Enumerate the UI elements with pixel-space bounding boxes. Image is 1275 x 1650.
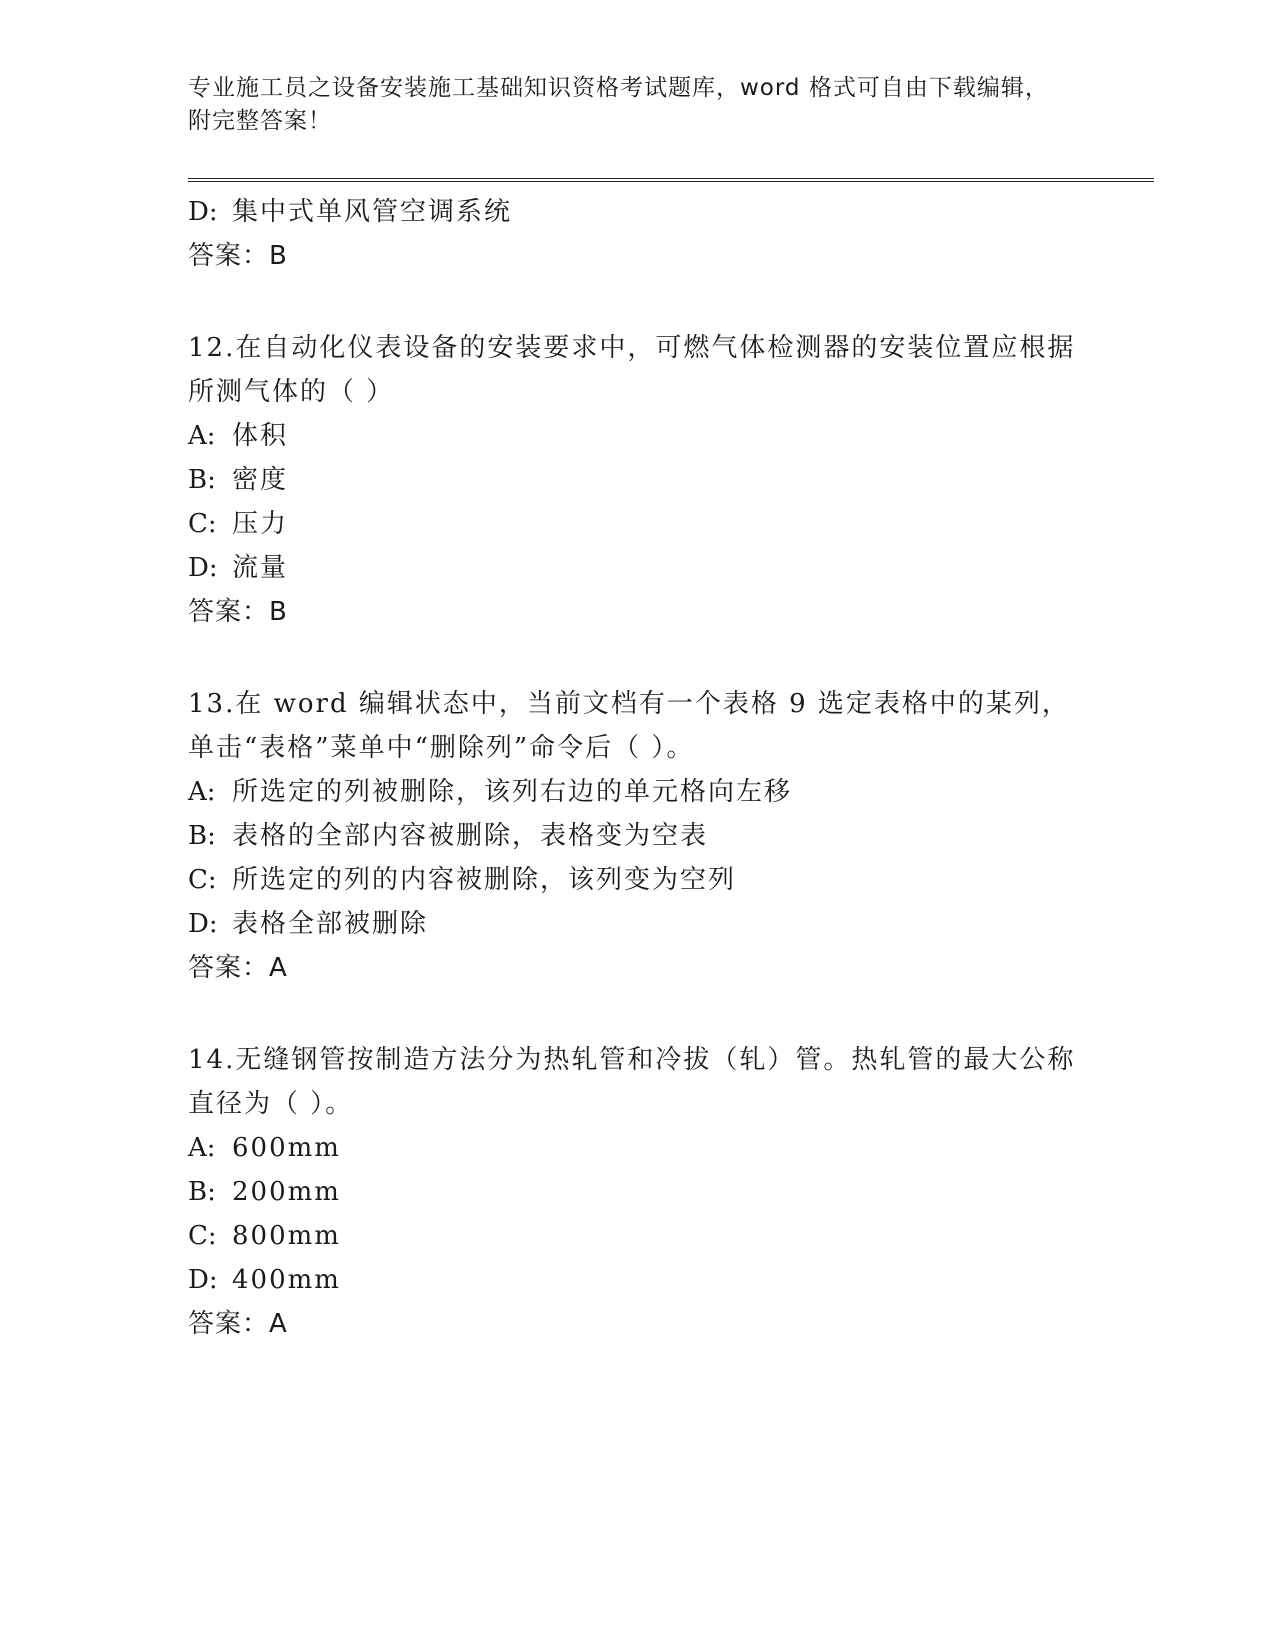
document-header: 专业施工员之设备安装施工基础知识资格考试题库，word 格式可自由下载编辑，附完整答案！ <box>188 75 1049 134</box>
option-text: 400mm <box>232 1265 341 1295</box>
option-text: 800mm <box>232 1221 341 1251</box>
option-b <box>188 1170 1088 1214</box>
option-b <box>188 814 1088 858</box>
option-text: 200mm <box>232 1177 341 1207</box>
option-key: D: <box>188 553 218 583</box>
option-key: C: <box>188 865 217 895</box>
option-key: B: <box>188 821 216 851</box>
question-14 <box>188 1038 1088 1346</box>
option-key: B: <box>188 1177 216 1207</box>
prev-option-d <box>188 190 1088 234</box>
option-a <box>188 1126 1088 1170</box>
option-text: 所选定的列被删除，该列右边的单元格向左移 <box>232 777 793 807</box>
option-key: A: <box>188 777 216 807</box>
option-key: D: <box>188 909 218 939</box>
option-text: 流量 <box>232 553 289 583</box>
option-b <box>188 458 1088 502</box>
option-key: D: <box>188 1265 218 1295</box>
option-key: D: <box>188 197 218 227</box>
question-text: 13.在 word 编辑状态中，当前文档有一个表格 9 选定表格中的某列，单击“表格”菜单中“删除列”命令后（ ）。 <box>188 689 1070 763</box>
option-key: C: <box>188 509 217 539</box>
prev-answer: 答案：B <box>188 241 288 271</box>
option-text: 600mm <box>232 1133 341 1163</box>
option-text: 压力 <box>232 509 289 539</box>
option-c <box>188 858 1088 902</box>
option-d <box>188 546 1088 590</box>
option-key: A: <box>188 421 216 451</box>
answer: 答案：B <box>188 597 288 627</box>
header-divider <box>188 178 1154 182</box>
answer: 答案：A <box>188 1309 288 1339</box>
option-c <box>188 1214 1088 1258</box>
option-key: A: <box>188 1133 216 1163</box>
option-text: 所选定的列的内容被删除，该列变为空列 <box>232 865 737 895</box>
question-13 <box>188 682 1088 990</box>
option-key: C: <box>188 1221 217 1251</box>
option-text: 表格全部被删除 <box>232 909 429 939</box>
option-text: 体积 <box>232 421 289 451</box>
option-text: 密度 <box>232 465 289 495</box>
option-d <box>188 902 1088 946</box>
option-text: 集中式单风管空调系统 <box>232 197 513 227</box>
question-12 <box>188 326 1088 634</box>
option-c <box>188 502 1088 546</box>
option-a <box>188 770 1088 814</box>
question-text: 12.在自动化仪表设备的安装要求中，可燃气体检测器的安装位置应根据所测气体的（ ） <box>188 333 1076 407</box>
document-body <box>188 190 1088 1346</box>
answer: 答案：A <box>188 953 288 983</box>
option-a <box>188 414 1088 458</box>
option-key: B: <box>188 465 216 495</box>
option-d <box>188 1258 1088 1302</box>
option-text: 表格的全部内容被删除，表格变为空表 <box>232 821 709 851</box>
question-text: 14.无缝钢管按制造方法分为热轧管和冷拔（轧）管。热轧管的最大公称直径为（ ）。 <box>188 1045 1076 1119</box>
